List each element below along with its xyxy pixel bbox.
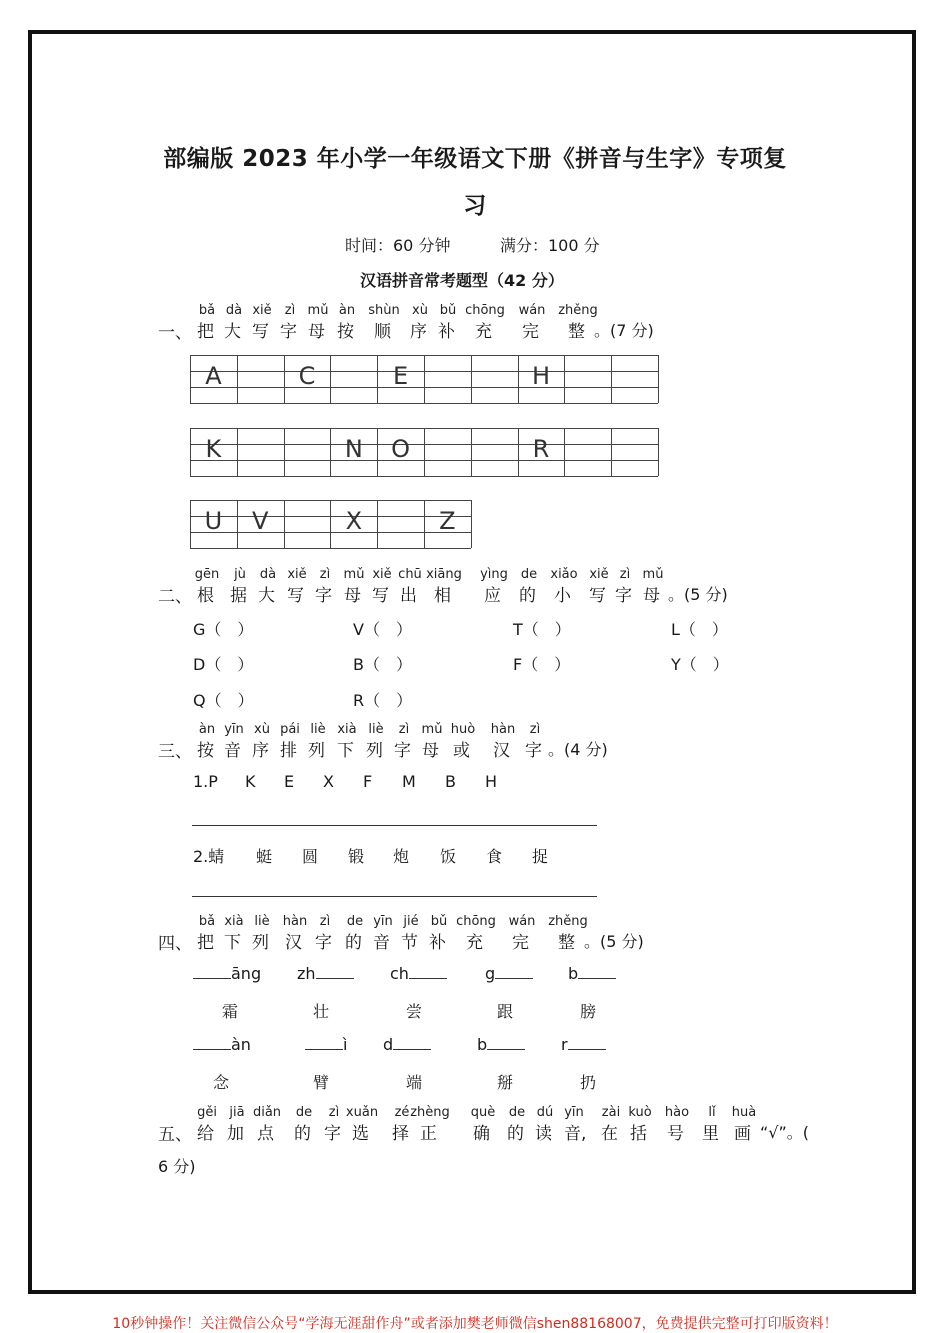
q2-hanzi: 小	[554, 586, 571, 606]
alphabet-grid-row-3	[190, 500, 471, 548]
q2-hanzi: 写	[589, 586, 606, 606]
case-match-item[interactable]: G（ ）	[193, 620, 254, 639]
q1-pinyin: xiě	[252, 303, 272, 318]
q2-hanzi: 写	[287, 586, 304, 606]
syllable-blank[interactable]	[383, 1035, 431, 1054]
q5-hanzi: 点	[257, 1124, 274, 1144]
fill-in-blank[interactable]	[409, 964, 447, 979]
sort-letter: E	[284, 772, 295, 791]
target-character: 尝	[406, 1002, 423, 1021]
q2-pinyin: mǔ	[642, 567, 664, 582]
document-title-line1: 部编版 2023 年小学一年级语文下册《拼音与生字》专项复	[163, 146, 787, 172]
q3-hanzi: 字	[394, 741, 411, 761]
q1-hanzi: 写	[252, 322, 269, 342]
case-match-item[interactable]: D（ ）	[193, 655, 254, 674]
q3-pinyin: mǔ	[421, 722, 443, 737]
q5-hanzi: 加	[227, 1124, 244, 1144]
q5-tail: “√”。(	[760, 1123, 810, 1142]
q5-hanzi: 里	[702, 1124, 719, 1144]
syllable-blank[interactable]	[297, 964, 354, 983]
syllable-initial: g	[485, 964, 496, 983]
sort-character: 饭	[440, 847, 457, 866]
letter-cell: V	[251, 507, 269, 535]
q3-hanzi: 排	[280, 741, 297, 761]
q3-pinyin: pái	[280, 722, 300, 737]
q5-pinyin: lǐ	[708, 1105, 716, 1120]
q5-hanzi: 音,	[564, 1124, 587, 1144]
q3-pinyin: liè	[368, 722, 384, 737]
q2-number: 二、	[158, 587, 192, 607]
syllable-initial: r	[561, 1035, 568, 1054]
grid-divider	[564, 428, 565, 476]
syllable-blank[interactable]	[193, 964, 261, 983]
sort-letter: 1.P	[193, 772, 218, 791]
fill-in-blank[interactable]	[193, 1035, 231, 1050]
q4-hanzi: 音	[373, 933, 390, 953]
q2-pinyin: gēn	[194, 567, 220, 582]
target-character: 掰	[497, 1073, 514, 1092]
syllable-final: àn	[231, 1035, 251, 1054]
q3-hanzi: 或	[453, 741, 470, 761]
q5-pinyin: de	[295, 1105, 313, 1120]
q1-hanzi: 序	[410, 322, 427, 342]
letter-cell: U	[204, 507, 223, 535]
q3-hanzi: 下	[337, 741, 354, 761]
grid-line	[190, 548, 471, 549]
target-character: 膀	[580, 1002, 597, 1021]
fill-in-blank[interactable]	[316, 964, 354, 979]
q3-answer-line-2[interactable]	[192, 896, 597, 897]
case-match-item[interactable]: V（ ）	[353, 620, 412, 639]
letter-cell: C	[298, 362, 316, 390]
grid-divider	[471, 500, 472, 548]
grid-divider	[284, 500, 285, 548]
q1-pinyin: bǎ	[198, 303, 216, 318]
q4-pinyin: liè	[254, 914, 270, 929]
q1-pinyin: àn	[338, 303, 356, 318]
q5-hanzi: 读	[535, 1124, 552, 1144]
target-character: 霜	[222, 1002, 239, 1021]
q4-pinyin: chōng	[456, 914, 496, 929]
syllable-initial: d	[383, 1035, 394, 1054]
q3-pinyin: liè	[310, 722, 326, 737]
q2-pinyin: chū	[398, 567, 422, 582]
q4-pinyin: yīn	[373, 914, 393, 929]
q4-hanzi: 完	[512, 933, 529, 953]
q4-hanzi: 字	[315, 933, 332, 953]
q4-pinyin: xià	[224, 914, 244, 929]
q5-pinyin: zé	[394, 1105, 410, 1120]
q5-hanzi: 给	[197, 1124, 214, 1144]
q1-points: 。(7 分)	[594, 321, 654, 340]
q5-pinyin: huà	[731, 1105, 757, 1120]
q2-pinyin: yìng	[480, 567, 508, 582]
fill-in-blank[interactable]	[568, 1035, 606, 1050]
syllable-blank[interactable]	[561, 1035, 606, 1054]
q3-hanzi: 母	[422, 741, 439, 761]
q2-hanzi: 相	[434, 586, 451, 606]
grid-divider	[424, 428, 425, 476]
grid-divider	[471, 355, 472, 403]
q2-pinyin: mǔ	[343, 567, 365, 582]
sort-letter: K	[245, 772, 256, 791]
q4-pinyin: zì	[319, 914, 331, 929]
q5-pinyin: de	[508, 1105, 526, 1120]
syllable-initial: b	[477, 1035, 488, 1054]
q4-number: 四、	[158, 934, 192, 954]
case-match-item[interactable]: B（ ）	[353, 655, 412, 674]
letter-cell: K	[205, 435, 222, 463]
syllable-blank[interactable]	[568, 964, 616, 983]
q3-pinyin: zì	[529, 722, 541, 737]
q2-pinyin: de	[520, 567, 538, 582]
syllable-blank[interactable]	[485, 964, 533, 983]
q4-points: 。(5 分)	[584, 932, 644, 951]
q3-pinyin: zì	[398, 722, 410, 737]
q5-hanzi: 画	[734, 1124, 751, 1144]
q4-hanzi: 补	[429, 933, 446, 953]
q2-pinyin: zì	[319, 567, 331, 582]
q1-pinyin: shùn	[368, 303, 400, 318]
alphabet-grid-row-2	[190, 428, 658, 476]
q4-hanzi: 把	[197, 933, 214, 953]
q1-pinyin: xù	[412, 303, 428, 318]
q3-answer-line-1[interactable]	[192, 825, 597, 826]
sort-letter: X	[323, 772, 334, 791]
q5-pinyin: yīn	[564, 1105, 584, 1120]
case-match-item[interactable]: R（ ）	[353, 691, 413, 710]
q3-pinyin: xià	[337, 722, 357, 737]
q1-hanzi: 字	[280, 322, 297, 342]
q5-pinyin: gěi	[197, 1105, 217, 1120]
q3-hanzi: 字	[525, 741, 542, 761]
q2-hanzi: 写	[372, 586, 389, 606]
grid-line	[190, 403, 658, 404]
q5-pinyin: xuǎn	[345, 1105, 379, 1120]
fill-in-blank[interactable]	[487, 1035, 525, 1050]
q4-pinyin: wán	[508, 914, 536, 929]
grid-divider	[611, 428, 612, 476]
q4-hanzi: 整	[558, 933, 575, 953]
q4-pinyin: de	[346, 914, 364, 929]
q2-points: 。(5 分)	[668, 585, 728, 604]
syllable-blank[interactable]	[390, 964, 447, 983]
document-title-line2: 习	[463, 193, 487, 219]
q4-pinyin: jié	[403, 914, 419, 929]
sort-letter: B	[445, 772, 456, 791]
q5-pinyin: hào	[664, 1105, 690, 1120]
q2-hanzi: 据	[230, 586, 247, 606]
q1-hanzi: 充	[475, 322, 492, 342]
letter-cell: R	[532, 435, 550, 463]
letter-cell: Z	[439, 507, 456, 535]
sort-letter: M	[402, 772, 416, 791]
q4-hanzi: 列	[252, 933, 269, 953]
q1-hanzi: 补	[438, 322, 455, 342]
q3-pinyin: hàn	[490, 722, 516, 737]
q2-pinyin: dà	[259, 567, 277, 582]
q5-points-continued: 6 分)	[158, 1157, 196, 1176]
q5-pinyin: zài	[601, 1105, 621, 1120]
q1-pinyin: mǔ	[307, 303, 329, 318]
case-match-item[interactable]: F（ ）	[513, 655, 571, 674]
syllable-blank[interactable]	[477, 1035, 525, 1054]
q2-pinyin: xiě	[589, 567, 609, 582]
case-match-item[interactable]: T（ ）	[513, 620, 571, 639]
q4-pinyin: bǎ	[198, 914, 216, 929]
target-character: 端	[406, 1073, 423, 1092]
grid-divider	[611, 355, 612, 403]
q5-pinyin: kuò	[628, 1105, 652, 1120]
q2-hanzi: 根	[197, 586, 214, 606]
q5-hanzi: 括	[630, 1124, 647, 1144]
q2-hanzi: 应	[484, 586, 501, 606]
q2-hanzi: 大	[258, 586, 275, 606]
grid-line	[190, 476, 658, 477]
case-match-item[interactable]: Q（ ）	[193, 691, 254, 710]
q5-hanzi: 号	[667, 1124, 684, 1144]
fill-in-blank[interactable]	[305, 1035, 343, 1050]
sort-letter: H	[485, 772, 498, 791]
q5-number: 五、	[158, 1125, 192, 1145]
sort-character: 炮	[393, 847, 410, 866]
q4-pinyin: hàn	[282, 914, 308, 929]
sort-letter: F	[363, 772, 373, 791]
syllable-final: āng	[231, 964, 262, 983]
letter-cell: A	[205, 362, 222, 390]
q1-pinyin: bǔ	[439, 303, 457, 318]
grid-divider	[658, 428, 659, 476]
q1-hanzi: 顺	[374, 322, 391, 342]
q4-pinyin: zhěng	[548, 914, 588, 929]
q5-pinyin: dú	[536, 1105, 554, 1120]
q2-hanzi: 出	[400, 586, 417, 606]
sort-character: 2.蜻	[193, 847, 225, 866]
case-match-item[interactable]: Y（ ）	[671, 655, 729, 674]
q5-pinyin: zì	[328, 1105, 340, 1120]
letter-cell: E	[393, 362, 409, 390]
grid-divider	[471, 428, 472, 476]
q3-points: 。(4 分)	[548, 740, 608, 759]
sort-character: 圆	[302, 847, 319, 866]
q3-hanzi: 汉	[493, 741, 510, 761]
q3-pinyin: yīn	[224, 722, 244, 737]
q5-pinyin: què	[470, 1105, 496, 1120]
q1-pinyin: dà	[225, 303, 243, 318]
q2-hanzi: 母	[344, 586, 361, 606]
fill-in-blank[interactable]	[578, 964, 616, 979]
fill-in-blank[interactable]	[193, 964, 231, 979]
q2-pinyin: xiě	[372, 567, 392, 582]
q1-hanzi: 按	[337, 322, 354, 342]
q3-pinyin: huò	[450, 722, 476, 737]
q1-hanzi: 母	[308, 322, 325, 342]
q5-pinyin: zhèng	[410, 1105, 450, 1120]
sort-character: 蜓	[256, 847, 273, 866]
q2-pinyin: xiāng	[426, 567, 462, 582]
q2-pinyin: xiě	[287, 567, 307, 582]
target-character: 臂	[313, 1073, 330, 1092]
syllable-blank[interactable]	[305, 1035, 347, 1054]
fill-in-blank[interactable]	[393, 1035, 431, 1050]
grid-divider	[658, 355, 659, 403]
q5-hanzi: 选	[352, 1124, 369, 1144]
exam-score: 满分：100 分	[500, 236, 600, 255]
q5-hanzi: 择	[392, 1124, 409, 1144]
grid-divider	[284, 428, 285, 476]
q5-hanzi: 的	[507, 1124, 524, 1144]
q2-hanzi: 字	[615, 586, 632, 606]
q1-pinyin: chōng	[465, 303, 505, 318]
q1-pinyin: wán	[518, 303, 546, 318]
q2-hanzi: 字	[315, 586, 332, 606]
q2-hanzi: 的	[519, 586, 536, 606]
syllable-final: ì	[343, 1035, 348, 1054]
q1-hanzi: 把	[197, 322, 214, 342]
q5-hanzi: 字	[324, 1124, 341, 1144]
target-character: 跟	[497, 1002, 514, 1021]
q3-pinyin: xù	[254, 722, 270, 737]
syllable-initial: ch	[390, 964, 409, 983]
q4-hanzi: 节	[401, 933, 418, 953]
q1-hanzi: 整	[568, 322, 585, 342]
q5-hanzi: 在	[601, 1124, 618, 1144]
q3-number: 三、	[158, 742, 192, 762]
q5-hanzi: 的	[294, 1124, 311, 1144]
letter-cell: N	[344, 435, 363, 463]
grid-divider	[237, 355, 238, 403]
q3-pinyin: àn	[198, 722, 216, 737]
q5-pinyin: diǎn	[252, 1105, 282, 1120]
syllable-initial: b	[568, 964, 579, 983]
q4-hanzi: 下	[224, 933, 241, 953]
q3-hanzi: 按	[197, 741, 214, 761]
alphabet-grid-row-1	[190, 355, 658, 403]
q3-hanzi: 列	[308, 741, 325, 761]
q1-hanzi: 大	[224, 322, 241, 342]
fill-in-blank[interactable]	[495, 964, 533, 979]
q4-hanzi: 的	[345, 933, 362, 953]
q1-hanzi: 完	[522, 322, 539, 342]
q5-pinyin: jiā	[229, 1105, 245, 1120]
q2-hanzi: 母	[643, 586, 660, 606]
grid-divider	[564, 355, 565, 403]
grid-divider	[330, 355, 331, 403]
q1-pinyin: zhěng	[558, 303, 598, 318]
section-title: 汉语拼音常考题型（42 分）	[360, 271, 564, 290]
q2-pinyin: jù	[234, 567, 246, 582]
q4-pinyin: bǔ	[430, 914, 448, 929]
sort-character: 食	[486, 847, 503, 866]
q3-hanzi: 音	[224, 741, 241, 761]
sort-character: 锻	[348, 847, 365, 866]
syllable-blank[interactable]	[193, 1035, 251, 1054]
q5-hanzi: 确	[473, 1124, 490, 1144]
grid-divider	[424, 355, 425, 403]
letter-cell: H	[531, 362, 551, 390]
q2-pinyin: zì	[619, 567, 631, 582]
target-character: 扔	[580, 1073, 597, 1092]
q3-hanzi: 列	[366, 741, 383, 761]
q1-number: 一、	[158, 323, 192, 343]
q5-hanzi: 正	[420, 1124, 437, 1144]
target-character: 念	[213, 1073, 230, 1092]
case-match-item[interactable]: L（ ）	[671, 620, 728, 639]
grid-divider	[237, 428, 238, 476]
letter-cell: O	[391, 435, 411, 463]
exam-time: 时间：60 分钟	[345, 236, 451, 255]
q2-pinyin: xiǎo	[550, 567, 578, 582]
q4-hanzi: 汉	[285, 933, 302, 953]
letter-cell: X	[345, 507, 363, 535]
sort-character: 捉	[532, 847, 549, 866]
q1-pinyin: zì	[284, 303, 296, 318]
syllable-initial: zh	[297, 964, 316, 983]
target-character: 壮	[313, 1002, 330, 1021]
promo-footer: 10秒钟操作！关注微信公众号“学海无涯甜作舟”或者添加樊老师微信shen88168007，免费提供完整可打印版资料！	[112, 1316, 838, 1332]
q3-hanzi: 序	[252, 741, 269, 761]
q4-hanzi: 充	[466, 933, 483, 953]
grid-divider	[377, 500, 378, 548]
